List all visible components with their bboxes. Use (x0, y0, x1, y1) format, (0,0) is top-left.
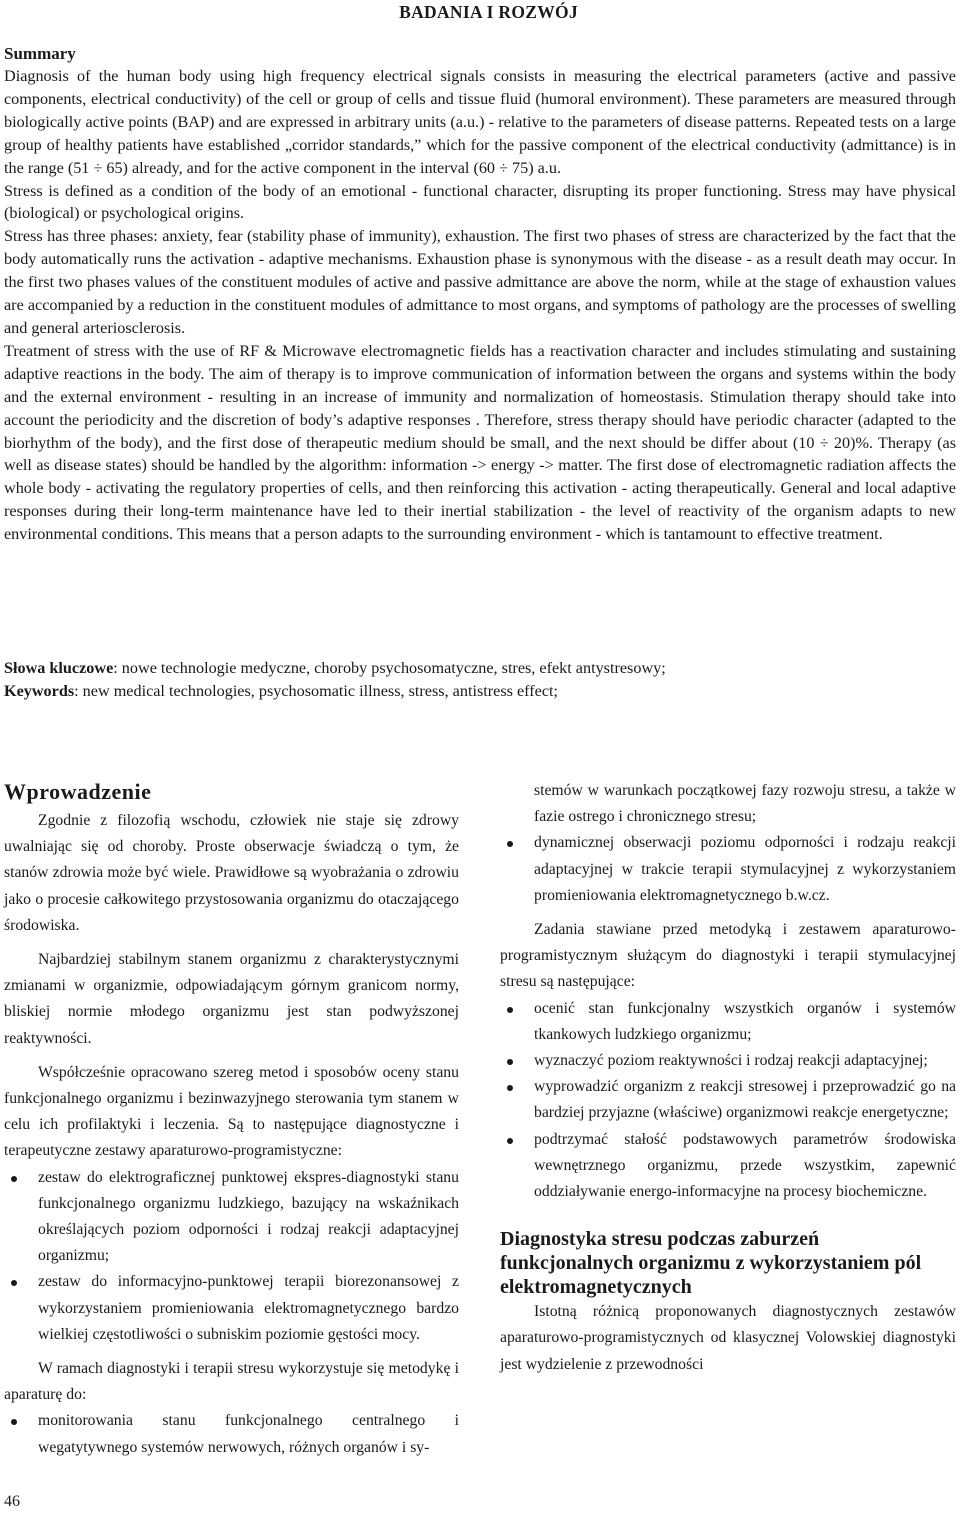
keywords-en-text: : new medical technologies, psychosomatic illness, stress, antistress effect; (74, 682, 559, 700)
list-item (4, 1269, 459, 1348)
body-paragraph: W ramach diagnostyki i terapii stresu wykorzystuje się metodykę i aparaturę do: (4, 1360, 459, 1404)
running-head: BADANIA I ROZWÓJ (399, 2, 578, 22)
keywords-pl (4, 657, 956, 680)
bullet-list (4, 1408, 459, 1460)
list-item (4, 1408, 459, 1460)
body-paragraph: Zadania stawiane przed metodyką i zestawem aparaturowo-programistycznym służącym do diagnostyki i terapii stymulacyjnej stresu są następujące: (500, 921, 956, 991)
bullet-icon (11, 1419, 17, 1425)
body-paragraph: Współcześnie opracowano szereg metod i sposobów oceny stanu funkcjonalnego organizmu i bezinwazyjnego sterowania tym stanem w celu ich profilaktyki i leczenia. Są to następujące diagnostyczne i terapeutyczne zestawy aparaturowo-programistyczne: (4, 1063, 459, 1160)
keywords-en-label: Keywords (4, 682, 75, 700)
bullet-list (4, 1165, 459, 1348)
body-paragraph: Najbardziej stabilnym stanem organizmu z charakterystycznymi zmianami w organizmie, odpowiadającym górnym granicom normy, bliskiej normie młodego organizmu jest stan podwyższonej reaktywności. (4, 951, 459, 1047)
bullet-icon (507, 1059, 513, 1065)
list-item-text: podtrzymać stałość podstawowych parametrów środowiska wewnętrznego organizmu, przede wszystkim, zapewnić oddziaływanie energo-informacyjne na procesy biochemiczne. (534, 1130, 956, 1201)
summary-title: Summary (4, 44, 76, 63)
summary-paragraph: Treatment of stress with the use of RF & Microwave electromagnetic fields has a reactivation character and includes stimulating and sustaining adaptive reactions in the body. The aim of therapy is to improve communication of information between the organs and systems within the body and the external environment - resulting in an increase of immunity and normalization of homeostasis. Stimulation therapy should take into account the periodicity and the discretion of body’s adaptive responses . Therefore, stress therapy should have periodic character (adapted to the biorhythm of the body), and the first dose of therapeutic medium should be small, and the next should be differ about (10 ÷ 20)%. Therapy (as well as disease states) should be handled by the algorithm: information -> energy -> matter. The first dose of electromagnetic radiation affects the whole body - activating the regulatory properties of cells, and then reinforcing this activation - acting therapeutically. General and local adaptive responses during their long-term maintenance have led to their inertial stabilization - the level of reactivity of the organism adapts to new environmental conditions. This means that a person adapts to the surrounding environment - which is tantamount to effective treatment. (4, 341, 956, 544)
list-item-text: wyznaczyć poziom reaktywności i rodzaj reakcji adaptacyjnej; (534, 1052, 928, 1070)
bullet-icon (507, 1007, 513, 1013)
bullet-icon (507, 1138, 513, 1144)
list-item (500, 996, 956, 1048)
bullet-icon (507, 1085, 513, 1091)
page-number: 46 (4, 1493, 20, 1510)
list-item (500, 1127, 956, 1206)
bullet-icon (11, 1280, 17, 1286)
left-column (4, 778, 459, 1461)
bullet-icon (11, 1176, 17, 1182)
body-paragraph: Zgodnie z filozofią wschodu, człowiek nie staje się zdrowy uwalniając się od choroby. Proste obserwacje świadczą o tym, że stanów zdrowia może być wiele. Prawidłowe są wyobrażania o zdrowiu jako o procesie całkowitego przystosowania organizmu do otaczającego środowiska. (4, 812, 459, 934)
list-item (500, 1074, 956, 1126)
keywords-pl-label: Słowa kluczowe (4, 659, 114, 677)
keywords-en (4, 680, 956, 703)
summary-section (4, 42, 956, 546)
list-item-text: zestaw do informacyjno-punktowej terapii biorezonansowej z wykorzystaniem promieniowania elektromagnetycznego bardzo wielkiej częstotliwości o subniskim poziomie gęstości mocy. (38, 1273, 459, 1343)
list-item-continued (500, 778, 956, 830)
bullet-list (500, 778, 956, 909)
list-item (500, 1048, 956, 1074)
body-paragraph: Istotną różnicą proponowanych diagnostycznych zestawów aparaturowo-programistycznych od klasycznej Volowskiej diagnostyki jest wydzielenie z przewodności (500, 1303, 956, 1373)
list-item-text: monitorowania stanu funkcjonalnego centralnego i wegatytywnego systemów nerwowych, różnych organów i sy- (38, 1412, 459, 1456)
summary-paragraph: Stress is defined as a condition of the body of an emotional - functional character, disrupting its proper functioning. Stress may have physical (biological) or psychological origins. (4, 181, 956, 223)
list-item (4, 1165, 459, 1270)
list-item-text: dynamicznej obserwacji poziomu odporności i rodzaju reakcji adaptacyjnej w trakcie terapii stymulacyjnej z wykorzystaniem promieniowania elektromagnetycznego b.w.cz. (534, 834, 956, 904)
right-column (500, 778, 956, 1378)
intro-heading: Wprowadzenie (4, 779, 152, 804)
list-item (500, 830, 956, 909)
list-item-text: wyprowadzić organizm z reakcji stresowej i przeprowadzić go na bardziej przyjazne (właściwe) organizmowi reakcje energetyczne; (534, 1078, 956, 1122)
section-heading: Diagnostyka stresu podczas zaburzeń funkcjonalnych organizmu z wykorzystaniem pól elektromagnetycznych (500, 1228, 922, 1299)
list-item-text: zestaw do elektrograficznej punktowej ekspres-diagnostyki stanu funkcjonalnego organizmu ludzkiego, bazujący na wskaźnikach określających poziom odporności i rodzaj reakcji adaptacyjnej organizmu; (38, 1168, 459, 1265)
summary-paragraph: Stress has three phases: anxiety, fear (stability phase of immunity), exhaustion. The first two phases of stress are characterized by the fact that the body automatically runs the activation - adaptive mechanisms. Exhaustion phase is synonymous with the disease - as a result death may occur. In the first two phases values of the constituent modules of active and passive admittance are above the norm, while at the stage of exhaustion values are accompanied by a reduction in the constituent modules of admittance to most organs, and symptoms of pathology are the processes of swelling and general arteriosclerosis. (4, 227, 956, 337)
keywords-section (4, 657, 956, 703)
summary-paragraph: Diagnosis of the human body using high frequency electrical signals consists in measuring the electrical parameters (active and passive components, electrical conductivity) of the cell or group of cells and tissue fluid (humoral environment). These parameters are measured through biologically active points (BAP) and are expressed in arbitrary units (a.u.) - relative to the parameters of disease patterns. Repeated tests on a large group of healthy patients have established „corridor standards,” which for the passive component of the electrical conductivity (admittance) is in the range (51 ÷ 65) already, and for the active component in the interval (60 ÷ 75) a.u. (4, 67, 956, 177)
bullet-icon (507, 841, 513, 847)
list-item-text: stemów w warunkach początkowej fazy rozwoju stresu, a także w fazie ostrego i chronicznego stresu; (534, 782, 956, 826)
bullet-list (500, 996, 956, 1206)
list-item-text: ocenić stan funkcjonalny wszystkich organów i systemów tkankowych ludzkiego organizmu; (534, 999, 956, 1043)
keywords-pl-text: : nowe technologie medyczne, choroby psychosomatyczne, stres, efekt antystresowy; (113, 659, 666, 677)
